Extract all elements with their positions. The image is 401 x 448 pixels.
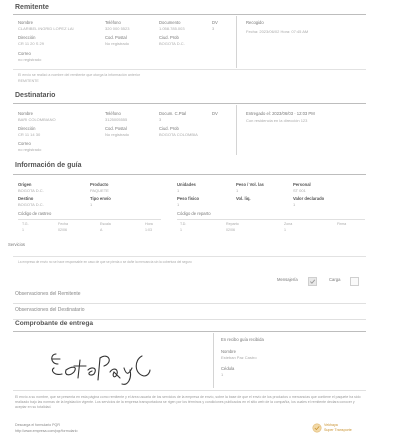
destinatario-telefono-value: 3125005555 xyxy=(105,117,128,122)
mensajeria-checkbox[interactable] xyxy=(308,277,317,286)
destinatario-cpostal-label: Cod. Postal xyxy=(105,126,127,131)
remitente-inner-divider xyxy=(13,69,366,70)
info-note-line: La empresa de envío no se hace responsable en caso de que se pierda o se dañe la mercancía sin la cobertura del seguro xyxy=(18,260,192,264)
info-tipo-value: 1 xyxy=(90,202,93,207)
info-unidades-label: Unidades xyxy=(177,182,196,187)
info-valordec-value: 1 xyxy=(293,202,296,207)
remitente-telefono-label: Teléfono xyxy=(105,20,121,25)
destinatario-nombre-label: Nombre xyxy=(18,111,33,116)
destinatario-ciudad-label: Ciud. Prob xyxy=(159,126,179,131)
carga-checkbox[interactable] xyxy=(350,277,359,286)
footer-line1: Descarga el formulario PQR xyxy=(15,423,60,427)
remitente-doc-label: Documento xyxy=(159,20,181,25)
remitente-nombre-value: CLARIBEL INGRID LOPEZ LAI xyxy=(18,26,74,31)
comprobante-nombre-value: Esteban Paz Castro xyxy=(221,355,257,360)
destinatario-correo-value: no registrado xyxy=(18,147,42,152)
info-pesofisico-value: 1 xyxy=(177,202,180,207)
remitente-dv-label: DV xyxy=(212,20,218,25)
remitente-ciudad-label: Ciud. Prob xyxy=(159,35,179,40)
info-producto-value: PAQUETE xyxy=(90,188,109,193)
info-tipo-label: Tipo envío xyxy=(90,196,111,201)
codrastreo-val-3: 1:03 xyxy=(145,228,152,232)
destinatario-doc-value: 3 xyxy=(159,117,162,122)
signature-image xyxy=(48,340,188,388)
footer-line2[interactable]: http://www.empresa.com/pqr/formulario xyxy=(15,429,78,433)
comprobante-bottom-divider xyxy=(13,390,366,391)
remitente-divider xyxy=(13,14,366,15)
comprobante-vertical-divider xyxy=(213,333,214,388)
info-pesofisico-label: Peso físico xyxy=(177,196,200,201)
destinatario-ciudad-value: BOGOTA COLOMBIA xyxy=(159,132,198,137)
destinatario-cpostal-value: No registrado xyxy=(105,132,130,137)
remitente-dv-value: 3 xyxy=(212,26,215,31)
info-producto-label: Producto xyxy=(90,182,109,187)
logo-line1: Vekhaya xyxy=(324,423,338,427)
codreparto-col-3: Firma xyxy=(337,222,347,226)
info-personal-label: Personal xyxy=(293,182,311,187)
remitente-entregado-value: Fecha: 2023/06/02 Hora: 07:45 AM xyxy=(246,29,309,34)
info-codreparto-label: Código de reparto xyxy=(177,211,211,216)
remitente-telefono-value: 320 000 5523 xyxy=(105,26,130,31)
remitente-correo-label: Correo xyxy=(18,51,31,56)
codreparto-col-0: T.D. xyxy=(180,222,187,226)
destinatario-divider xyxy=(13,103,366,104)
remitente-vertical-divider xyxy=(236,16,237,68)
codrastreo-col-2: Escala xyxy=(100,222,111,226)
codrastreo-val-2: A xyxy=(100,228,103,232)
destinatario-direccion-label: Dirección xyxy=(18,126,36,131)
remitente-legal-line1: El envío se realizó a nombre del remitente que otorga la información anterior xyxy=(18,73,141,77)
remitente-direccion-value: CR 11 20 S 29 xyxy=(18,41,44,46)
destinatario-entregado-value: Con residencia en la dirección 123 xyxy=(246,118,308,123)
info-servicios-label: Servicios xyxy=(8,242,25,247)
info-origen-value: BOGOTA D.C. xyxy=(18,188,44,193)
logo-mark-icon xyxy=(312,423,322,433)
codrastreo-col-0: T.G. xyxy=(22,222,29,226)
comprobante-divider xyxy=(13,331,366,332)
codrastreo-col-3: Hora xyxy=(145,222,153,226)
comprobante-via-label: En recibo guía recibida xyxy=(221,337,264,342)
info-destino-value: BOGOTA D.C. xyxy=(18,202,44,207)
codreparto-col-2: Zona xyxy=(284,222,293,226)
destinatario-correo-label: Correo xyxy=(18,141,31,146)
codreparto-table-border xyxy=(177,219,365,220)
mensajeria-label: Mensajería xyxy=(277,277,298,282)
remitente-doc-value: 1.058.785.003 xyxy=(159,26,185,31)
info-peso-value: 1 xyxy=(236,188,239,193)
remitente-ciudad-value: BOGOTA D.C. xyxy=(159,41,185,46)
obs-remitente-label: Observaciones del Remitente xyxy=(15,291,81,297)
remitente-cpostal-label: Cod. Postal xyxy=(105,35,127,40)
info-title: Información de guía xyxy=(15,162,82,169)
destinatario-dv-label: DV xyxy=(212,111,218,116)
info-codrastreo-label: Código de rastreo xyxy=(18,211,52,216)
logo-line2: Super Transporte xyxy=(324,428,352,432)
info-origen-label: Origen xyxy=(18,182,32,187)
comprobante-cedula-value: 1 xyxy=(221,372,224,377)
codreparto-val-0: 1 xyxy=(180,228,182,232)
info-peso-label: Peso / Vol. las xyxy=(236,182,264,187)
remitente-direccion-label: Dirección xyxy=(18,35,36,40)
codreparto-val-1: 02/06 xyxy=(226,228,235,232)
info-volumen-label: Vol. liq. xyxy=(236,196,251,201)
remitente-cpostal-value: No registrado xyxy=(105,41,130,46)
info-unidades-value: 1 xyxy=(177,188,180,193)
info-personal-value: ST 001 xyxy=(293,188,306,193)
destinatario-entregado-label: Entregado el: 2023/06/03 · 12:03 PM xyxy=(246,111,315,116)
info-valordec-label: Valor declarado xyxy=(293,196,325,201)
codreparto-col-1: Reparto xyxy=(226,222,239,226)
comprobante-nombre-label: Nombre xyxy=(221,349,236,354)
destinatario-title: Destinatario xyxy=(15,92,56,99)
destinatario-direccion-value: CR 11 14 30 xyxy=(18,132,41,137)
servicios-divider xyxy=(13,256,366,257)
remitente-nombre-label: Nombre xyxy=(18,20,33,25)
destinatario-nombre-value: BARI COLOMBIANO xyxy=(18,117,56,122)
footer-paragraph: El envío a su nombre, que se presenta en esta página como remitente y el área usuaria de los servicios de la empresa de envío, sobre la base de que el envío de los productos o mercancías que contiene el paquete ha sido realizado bajo las normas de la legislación vigente. Los servicios de la empresa transportadora se rigen por los términos y condiciones publicados en el sitio web de la compañía, los cuales el remitente declara conocer y aceptar en su totalidad. xyxy=(15,395,361,410)
codreparto-val-2: 1 xyxy=(284,228,286,232)
remitente-entregado-label: Recogido xyxy=(246,20,264,25)
obs-destinatario-label: Observaciones del Destinatario xyxy=(15,307,85,313)
remitente-correo-value: no registrado xyxy=(18,57,42,62)
comprobante-cedula-label: Cédula xyxy=(221,366,235,371)
remitente-legal-line2: REMITENTE xyxy=(18,79,39,83)
codrastreo-table-border xyxy=(18,219,161,220)
destinatario-vertical-divider xyxy=(236,105,237,155)
info-divider xyxy=(13,174,366,175)
destinatario-doc-label: Docum. C.Ptal xyxy=(159,111,186,116)
obs-remitente-line xyxy=(13,303,366,304)
carga-label: Carga xyxy=(329,277,341,282)
codrastreo-val-1: 02/06 xyxy=(58,228,67,232)
comprobante-title: Comprobante de entrega xyxy=(15,320,94,327)
footer-logo xyxy=(312,421,362,435)
info-destino-label: Destino xyxy=(18,196,34,201)
codrastreo-col-1: Fecha xyxy=(58,222,68,226)
destinatario-telefono-label: Teléfono xyxy=(105,111,121,116)
remitente-title: Remitente xyxy=(15,4,49,11)
check-icon xyxy=(309,278,316,285)
codrastreo-val-0: 1 xyxy=(22,228,24,232)
